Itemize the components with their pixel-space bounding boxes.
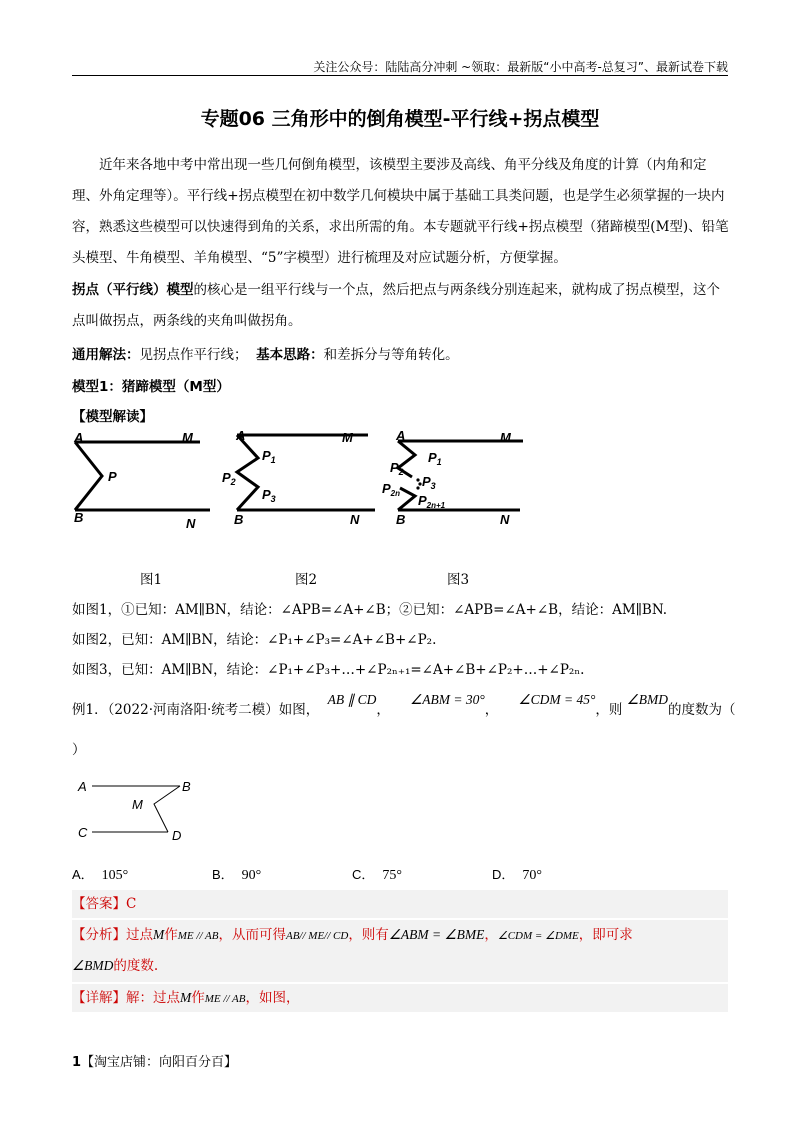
model1-title: 模型1：猪蹄模型（M型） [72,379,230,395]
example-zigzag [154,786,180,832]
fig3-label-p2n: $P_{2n}$ [382,481,401,498]
detail-text: 作 [191,990,205,1006]
fig2-label-m: M [342,430,353,445]
page-title: 专题06 三角形中的倒角模型-平行线+拐点模型 [200,108,600,130]
caption-fig1: 图1 [140,572,163,588]
example-cond1: AB ∥ CD [327,692,377,707]
idea-text: 和差拆分与等角转化。 [323,347,459,363]
analysis-math: M [153,927,165,942]
fig3-dots [416,478,421,489]
option-a[interactable] [72,864,128,884]
method-line [72,343,459,363]
detail-math: M [180,990,192,1005]
example-label-d: D [172,828,182,843]
example-then: ，则 [595,702,623,718]
analysis-text: 作 [164,927,178,943]
option-c[interactable] [352,864,402,884]
fig2-label-b: B [234,512,244,527]
fig3-label-p3: $P_3$ [422,474,436,491]
analysis-math: ∠CDM = ∠DME [497,930,579,942]
option-b-label: B． [212,867,234,882]
answer-tag: 【答案】 [72,896,126,912]
example-label-m: M [132,797,143,812]
analysis-math: ∠ABM = ∠BME [388,927,485,942]
definition-text: 的核心是一组平行线与一个点，然后把点与两条线分别连起来，就构成了拐点模型，这个点叫做拐点，两条线的夹角叫做拐角。 [72,282,720,329]
analysis-math: AB// ME// CD [285,930,349,942]
fig1-label-a: A [74,430,84,445]
fig1-zigzag [75,442,102,510]
detail-tag: 【详解】 [72,990,126,1006]
analysis-math: ME // AB [177,930,219,942]
example-label-b: B [182,779,191,794]
fig3-label-p1: $P_1$ [428,450,442,467]
example-sep: ， [484,702,499,718]
analysis-block [72,920,728,982]
fig2-zigzag [237,435,258,510]
conclusion-fig3: 如图3，已知：AM∥BN，结论：∠P₁+∠P₃+…+∠P₂ₙ₊₁=∠A+∠B+∠P₂+…+∠P₂ₙ. [72,662,585,678]
fig3-label-p2n1: $P_{2n+1}$ [418,493,446,510]
method-text: 见拐点作平行线； [139,347,248,363]
definition-term: 拐点（平行线）模型 [72,282,194,298]
example-figure [72,770,202,850]
conclusion-fig2: 如图2，已知：AM∥BN，结论：∠P₁+∠P₃=∠A+∠B+∠P₂. [72,632,437,648]
option-c-label: C． [352,867,375,882]
fig3-zigzag-bottom [398,488,415,510]
example-label-c: C [78,825,88,840]
example-prefix: 例1．（2022·河南洛阳·统考二模）如图， [72,702,320,718]
example-cond2: ∠ABM = 30° [410,692,485,707]
fig3-label-b: B [396,512,406,527]
example-label-a: A [78,779,87,794]
caption-fig2: 图2 [295,572,318,588]
intro-paragraph [72,150,732,274]
fig3-label-p2: $P_2$ [390,460,404,477]
option-a-label: A． [72,867,94,882]
idea-label: 基本思路： [256,347,324,363]
detail-text: 解：过点 [126,990,180,1006]
option-b[interactable] [212,864,261,884]
fig2-label-p1: $P_1$ [262,448,276,465]
fig1-label-b: B [74,510,84,525]
detail-block [72,984,728,1012]
example-cond3: ∠CDM = 45° [518,692,596,707]
fig3-label-m: M [500,430,511,445]
analysis-text: ， [484,927,498,943]
analysis-text: 的度数. [113,958,159,974]
option-c-value: 75° [382,868,402,883]
fig2-label-n: N [350,512,360,527]
option-b-value: 90° [241,868,262,883]
example-target: ∠BMD [626,692,669,707]
footer-text: 【淘宝店铺：向阳百分百】 [81,1055,238,1070]
detail-math: ME // AB [204,993,246,1005]
definition-paragraph [72,275,732,337]
model-figures [60,420,540,540]
example-1-question [72,692,736,718]
example-close: ） [72,742,86,758]
fig2-label-a: A [236,428,246,443]
analysis-tag: 【分析】 [72,927,126,943]
fig1-label-m: M [182,430,193,445]
page-header: 关注公众号：陆陆高分冲刺 ~领取：最新版“小中高考-总复习”、最新试卷下载 [313,60,728,74]
example-sep: ， [376,702,390,718]
detail-text: ，如图， [245,990,300,1006]
option-d-value: 70° [522,868,542,883]
fig2-label-p2: $P_2$ [222,470,236,487]
fig3-dot [416,486,419,489]
page-footer [72,1051,237,1070]
example-suffix: 的度数为（ [668,702,736,718]
answer-value: C [126,896,137,912]
method-label: 通用解法： [72,347,140,363]
intro-text: 近年来各地中考中常出现一些几何倒角模型，该模型主要涉及高线、角平分线及角度的计算（内角和定理、外角定理等）。平行线+拐点模型在初中数学几何模块中属于基础工具类问题，也是学生必须掌握的一块内容，熟悉这些模型可以快速得到角的关系，求出所需的角。本专题就平行线+拐点模型（猪蹄模型(M型)、铅笔头模型、牛角模型、羊角模型、“5”字模型）进行梳理及对应试题分析，方便掌握。 [72,157,729,266]
fig3-label-n: N [500,512,510,527]
caption-fig3: 图3 [447,572,470,588]
analysis-text: ，即可求 [578,927,633,943]
header-divider [72,75,728,76]
conclusion-fig1: 如图1，①已知：AM∥BN，结论：∠APB=∠A+∠B；②已知：∠APB=∠A+∠B，结论：AM∥BN. [72,602,668,618]
option-d-label: D． [492,867,515,882]
fig3-dot [416,478,419,481]
option-a-value: 105° [101,868,129,883]
model-read-heading: 【模型解读】 [72,409,153,425]
analysis-text: ，则有 [348,927,389,943]
fig2-label-p3: $P_3$ [262,487,276,504]
analysis-text: ，从而可得 [218,927,286,943]
analysis-text: 过点 [126,927,153,943]
option-d[interactable] [492,864,542,884]
analysis-math: ∠BMD [72,958,114,973]
fig1-label-n: N [186,516,196,531]
page-number: 1 [72,1055,82,1070]
answer-block [72,890,728,918]
fig1-label-p: P [108,469,117,484]
fig3-label-a: A [396,428,406,443]
